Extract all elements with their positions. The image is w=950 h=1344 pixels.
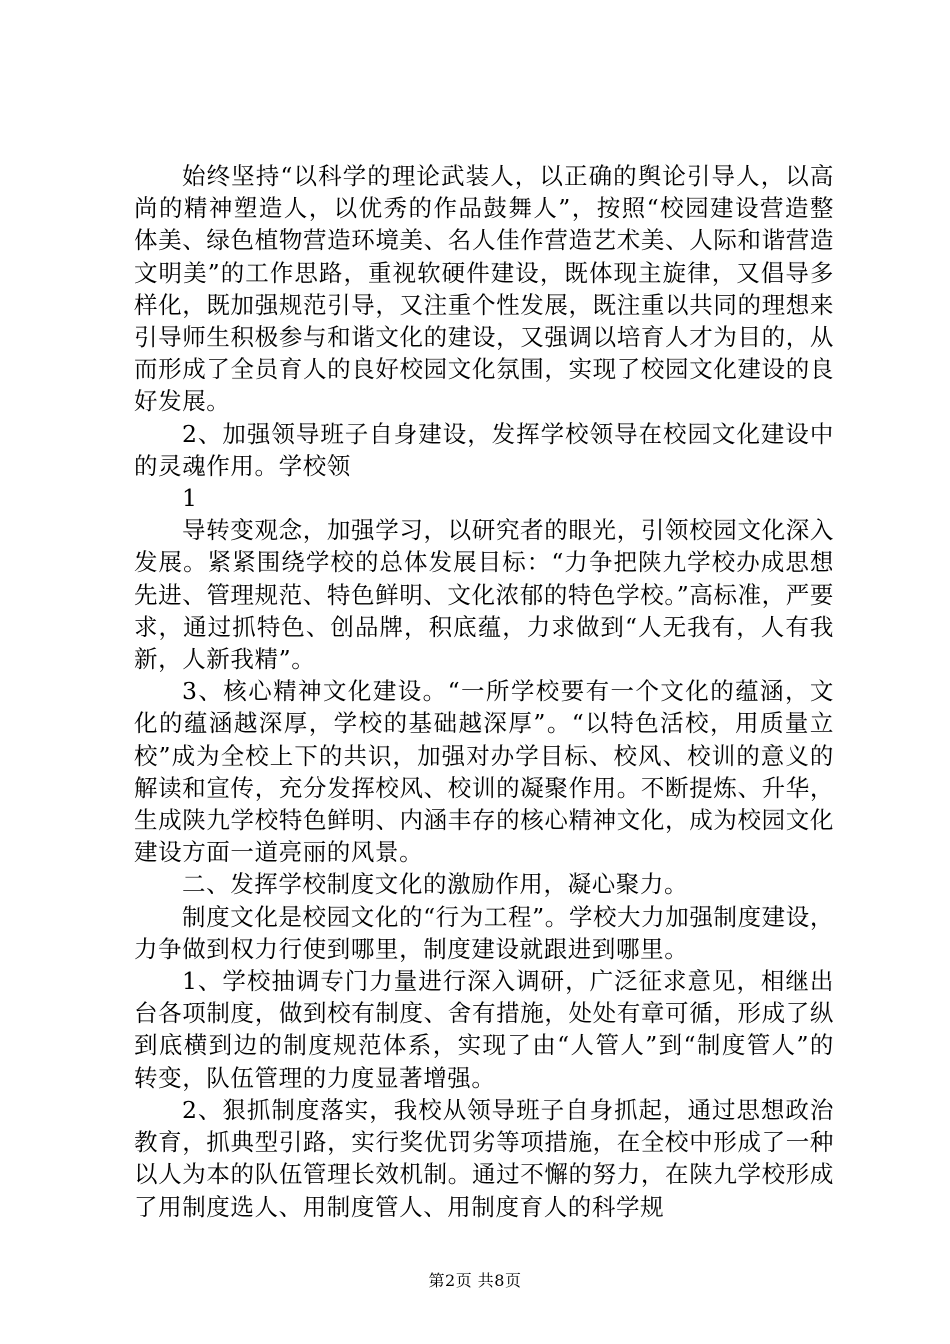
paragraph-institutional-culture-intro: 制度文化是校园文化的“行为工程”。学校大力加强制度建设，力争做到权力行使到哪里，制度建设就跟进到哪里。 [134,902,834,963]
paragraph-campus-culture-principles: 始终坚持“以科学的理论武装人，以正确的舆论引导人，以高尚的精神塑造人，以优秀的作品鼓舞人”，按照“校园建设营造整体美、绿色植物营造环境美、名人佳作营造艺术美、人际和谐营造文明美”的工作思路，重视软硬件建设，既体现主旋律，又倡导多样化，既加强规范引导，又注重个性发展，既注重以共同的理想来引导师生积极参与和谐文化的建设，又强调以培育人才为目的，从而形成了全员育人的良好校园文化氛围，实现了校园文化建设的良好发展。 [134,162,834,416]
paragraph-institutional-research: 1、学校抽调专门力量进行深入调研，广泛征求意见，相继出台各项制度，做到校有制度、舍有措施，处处有章可循，形成了纵到底横到边的制度规范体系，实现了由“人管人”到“制度管人”的转变，队伍管理的力度显著增强。 [134,967,834,1092]
section-heading-institutional-culture: 二、发挥学校制度文化的激励作用，凝心聚力。 [182,870,689,899]
paragraph-institutional-implementation: 2、狠抓制度落实，我校从领导班子自身抓起，通过思想政治教育，抓典型引路，实行奖优罚劣等项措施，在全校中形成了一种以人为本的队伍管理长效机制。通过不懈的努力，在陕九学校形成了用制度选人、用制度管人、用制度育人的科学规 [134,1095,834,1221]
paragraph-core-spirit-culture: 3、核心精神文化建设。“一所学校要有一个文化的蕴涵，文化的蕴涵越深厚，学校的基础越深厚”。“以特色活校，用质量立校”成为全校上下的共识，加强对办学目标、校风、校训的意义的解读和宣传，充分发挥校风、校训的凝聚作用。不断提炼、升华，生成陕九学校特色鲜明、内涵丰存的核心精神文化，成为校园文化建设方面一道亮丽的风景。 [134,677,834,867]
paragraph-leadership-building: 2、加强领导班子自身建设，发挥学校领导在校园文化建设中的灵魂作用。学校领 [134,419,834,480]
paragraph-leadership-continued: 导转变观念，加强学习，以研究者的眼光，引领校园文化深入发展。紧紧围绕学校的总体发展目标：“力争把陕九学校办成思想先进、管理规范、特色鲜明、文化浓郁的特色学校。”高标准，严要求，通过抓特色、创品牌，积底蕴，力求做到“人无我有，人有我新，人新我精”。 [134,516,834,674]
page-footer: 第2页 共8页 [428,1271,522,1290]
embedded-page-number: 1 [182,484,197,513]
document-body [134,160,834,1223]
